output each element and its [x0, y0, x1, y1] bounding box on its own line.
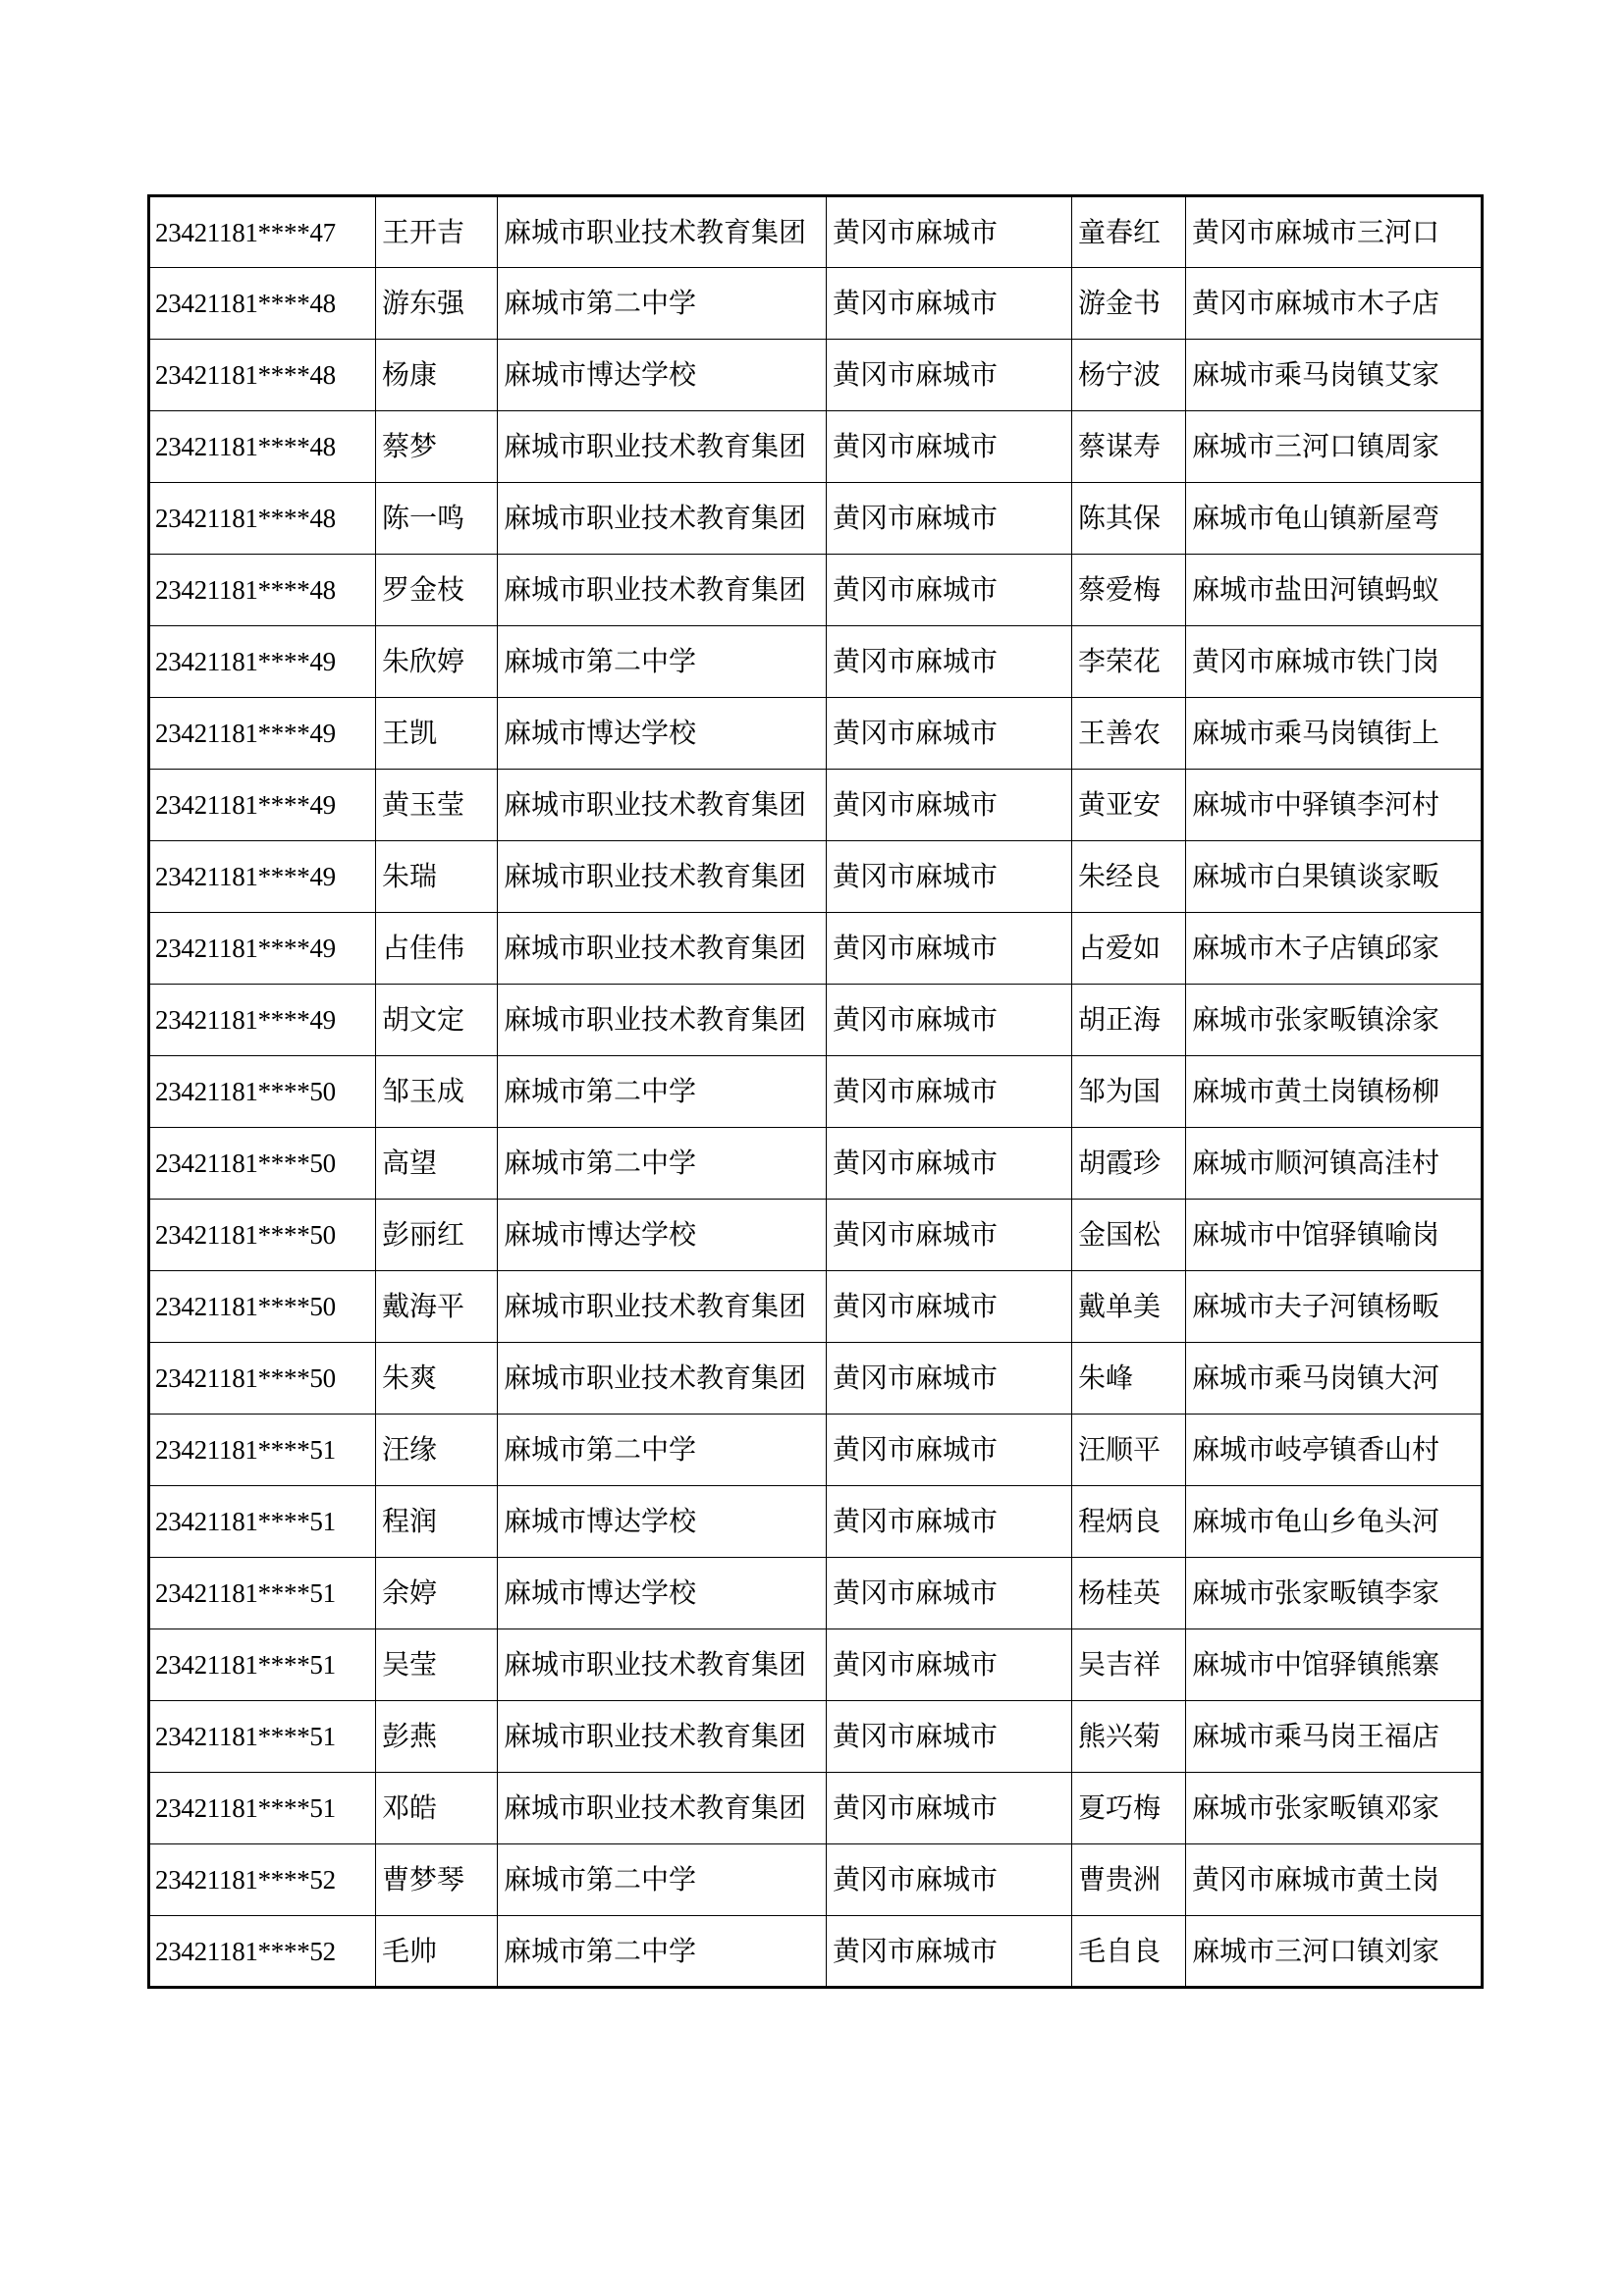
school-cell: 麻城市博达学校 — [498, 698, 827, 770]
school-cell: 麻城市博达学校 — [498, 1558, 827, 1629]
student-id-cell: 23421181****50 — [149, 1200, 376, 1271]
table-row — [149, 1056, 1483, 1128]
school-cell: 麻城市博达学校 — [498, 340, 827, 411]
guardian-name-cell: 毛自良 — [1072, 1916, 1186, 1988]
student-name-cell: 高望 — [376, 1128, 498, 1200]
student-name-cell: 毛帅 — [376, 1916, 498, 1988]
student-name-cell: 彭丽红 — [376, 1200, 498, 1271]
student-id-cell: 23421181****50 — [149, 1056, 376, 1128]
school-cell: 麻城市第二中学 — [498, 1916, 827, 1988]
guardian-name-cell: 戴单美 — [1072, 1271, 1186, 1343]
student-name-cell: 杨康 — [376, 340, 498, 411]
table-row — [149, 1558, 1483, 1629]
guardian-name-cell: 程炳良 — [1072, 1486, 1186, 1558]
table-row — [149, 1629, 1483, 1701]
student-id-cell: 23421181****49 — [149, 913, 376, 985]
school-cell: 麻城市职业技术教育集团 — [498, 1343, 827, 1415]
table-row — [149, 196, 1483, 268]
region-cell: 黄冈市麻城市 — [827, 698, 1072, 770]
guardian-name-cell: 陈其保 — [1072, 483, 1186, 555]
region-cell: 黄冈市麻城市 — [827, 841, 1072, 913]
table-row — [149, 698, 1483, 770]
region-cell: 黄冈市麻城市 — [827, 411, 1072, 483]
region-cell: 黄冈市麻城市 — [827, 1271, 1072, 1343]
school-cell: 麻城市职业技术教育集团 — [498, 985, 827, 1056]
region-cell: 黄冈市麻城市 — [827, 1844, 1072, 1916]
student-id-cell: 23421181****48 — [149, 483, 376, 555]
guardian-name-cell: 吴吉祥 — [1072, 1629, 1186, 1701]
school-cell: 麻城市职业技术教育集团 — [498, 913, 827, 985]
school-cell: 麻城市职业技术教育集团 — [498, 411, 827, 483]
table-row — [149, 1844, 1483, 1916]
region-cell: 黄冈市麻城市 — [827, 1056, 1072, 1128]
table-row — [149, 1701, 1483, 1773]
student-roster-table — [147, 194, 1484, 1989]
student-name-cell: 朱瑞 — [376, 841, 498, 913]
region-cell: 黄冈市麻城市 — [827, 1558, 1072, 1629]
region-cell: 黄冈市麻城市 — [827, 1486, 1072, 1558]
table-row — [149, 268, 1483, 340]
address-cell: 麻城市顺河镇高洼村 — [1186, 1128, 1483, 1200]
student-id-cell: 23421181****51 — [149, 1558, 376, 1629]
address-cell: 麻城市木子店镇邱家 — [1186, 913, 1483, 985]
guardian-name-cell: 胡霞珍 — [1072, 1128, 1186, 1200]
student-name-cell: 程润 — [376, 1486, 498, 1558]
student-name-cell: 余婷 — [376, 1558, 498, 1629]
school-cell: 麻城市第二中学 — [498, 1056, 827, 1128]
school-cell: 麻城市职业技术教育集团 — [498, 841, 827, 913]
region-cell: 黄冈市麻城市 — [827, 1343, 1072, 1415]
student-name-cell: 朱欣婷 — [376, 626, 498, 698]
student-id-cell: 23421181****48 — [149, 555, 376, 626]
region-cell: 黄冈市麻城市 — [827, 1701, 1072, 1773]
student-name-cell: 陈一鸣 — [376, 483, 498, 555]
student-name-cell: 胡文定 — [376, 985, 498, 1056]
guardian-name-cell: 蔡谋寿 — [1072, 411, 1186, 483]
student-name-cell: 邓皓 — [376, 1773, 498, 1844]
region-cell: 黄冈市麻城市 — [827, 196, 1072, 268]
region-cell: 黄冈市麻城市 — [827, 1415, 1072, 1486]
address-cell: 麻城市中驿镇李河村 — [1186, 770, 1483, 841]
table-row — [149, 1271, 1483, 1343]
table-row — [149, 1773, 1483, 1844]
guardian-name-cell: 黄亚安 — [1072, 770, 1186, 841]
student-id-cell: 23421181****48 — [149, 340, 376, 411]
address-cell: 黄冈市麻城市黄土岗 — [1186, 1844, 1483, 1916]
guardian-name-cell: 胡正海 — [1072, 985, 1186, 1056]
table-row — [149, 411, 1483, 483]
student-id-cell: 23421181****51 — [149, 1773, 376, 1844]
school-cell: 麻城市职业技术教育集团 — [498, 1773, 827, 1844]
student-id-cell: 23421181****49 — [149, 698, 376, 770]
student-id-cell: 23421181****49 — [149, 841, 376, 913]
student-name-cell: 汪缘 — [376, 1415, 498, 1486]
address-cell: 麻城市张家畈镇李家 — [1186, 1558, 1483, 1629]
student-name-cell: 彭燕 — [376, 1701, 498, 1773]
school-cell: 麻城市第二中学 — [498, 1128, 827, 1200]
region-cell: 黄冈市麻城市 — [827, 770, 1072, 841]
student-id-cell: 23421181****51 — [149, 1701, 376, 1773]
table-row — [149, 1916, 1483, 1988]
table-row — [149, 626, 1483, 698]
table-row — [149, 841, 1483, 913]
address-cell: 麻城市三河口镇周家 — [1186, 411, 1483, 483]
school-cell: 麻城市第二中学 — [498, 1415, 827, 1486]
guardian-name-cell: 朱经良 — [1072, 841, 1186, 913]
guardian-name-cell: 游金书 — [1072, 268, 1186, 340]
student-id-cell: 23421181****52 — [149, 1844, 376, 1916]
student-id-cell: 23421181****47 — [149, 196, 376, 268]
region-cell: 黄冈市麻城市 — [827, 268, 1072, 340]
guardian-name-cell: 汪顺平 — [1072, 1415, 1186, 1486]
guardian-name-cell: 熊兴菊 — [1072, 1701, 1186, 1773]
school-cell: 麻城市职业技术教育集团 — [498, 196, 827, 268]
table-row — [149, 483, 1483, 555]
student-name-cell: 王开吉 — [376, 196, 498, 268]
address-cell: 麻城市龟山镇新屋弯 — [1186, 483, 1483, 555]
region-cell: 黄冈市麻城市 — [827, 913, 1072, 985]
school-cell: 麻城市第二中学 — [498, 268, 827, 340]
table-row — [149, 555, 1483, 626]
school-cell: 麻城市第二中学 — [498, 1844, 827, 1916]
student-name-cell: 王凯 — [376, 698, 498, 770]
address-cell: 麻城市乘马岗镇街上 — [1186, 698, 1483, 770]
address-cell: 麻城市黄土岗镇杨柳 — [1186, 1056, 1483, 1128]
student-id-cell: 23421181****51 — [149, 1629, 376, 1701]
student-name-cell: 游东强 — [376, 268, 498, 340]
table-row — [149, 1200, 1483, 1271]
address-cell: 麻城市张家畈镇邓家 — [1186, 1773, 1483, 1844]
address-cell: 麻城市夫子河镇杨畈 — [1186, 1271, 1483, 1343]
region-cell: 黄冈市麻城市 — [827, 483, 1072, 555]
school-cell: 麻城市第二中学 — [498, 626, 827, 698]
student-name-cell: 朱爽 — [376, 1343, 498, 1415]
address-cell: 麻城市张家畈镇涂家 — [1186, 985, 1483, 1056]
student-name-cell: 曹梦琴 — [376, 1844, 498, 1916]
guardian-name-cell: 蔡爱梅 — [1072, 555, 1186, 626]
student-name-cell: 罗金枝 — [376, 555, 498, 626]
region-cell: 黄冈市麻城市 — [827, 1629, 1072, 1701]
student-id-cell: 23421181****50 — [149, 1128, 376, 1200]
address-cell: 麻城市白果镇谈家畈 — [1186, 841, 1483, 913]
guardian-name-cell: 王善农 — [1072, 698, 1186, 770]
region-cell: 黄冈市麻城市 — [827, 1128, 1072, 1200]
table-row — [149, 1128, 1483, 1200]
table-row — [149, 985, 1483, 1056]
guardian-name-cell: 金国松 — [1072, 1200, 1186, 1271]
table-row — [149, 913, 1483, 985]
school-cell: 麻城市博达学校 — [498, 1486, 827, 1558]
student-id-cell: 23421181****50 — [149, 1343, 376, 1415]
region-cell: 黄冈市麻城市 — [827, 1200, 1072, 1271]
guardian-name-cell: 曹贵洲 — [1072, 1844, 1186, 1916]
region-cell: 黄冈市麻城市 — [827, 626, 1072, 698]
student-name-cell: 占佳伟 — [376, 913, 498, 985]
student-id-cell: 23421181****49 — [149, 770, 376, 841]
school-cell: 麻城市博达学校 — [498, 1200, 827, 1271]
region-cell: 黄冈市麻城市 — [827, 985, 1072, 1056]
student-id-cell: 23421181****49 — [149, 985, 376, 1056]
address-cell: 麻城市中馆驿镇喻岗 — [1186, 1200, 1483, 1271]
guardian-name-cell: 杨桂英 — [1072, 1558, 1186, 1629]
table-row — [149, 1415, 1483, 1486]
address-cell: 麻城市三河口镇刘家 — [1186, 1916, 1483, 1988]
student-id-cell: 23421181****52 — [149, 1916, 376, 1988]
table-row — [149, 1486, 1483, 1558]
region-cell: 黄冈市麻城市 — [827, 555, 1072, 626]
school-cell: 麻城市职业技术教育集团 — [498, 1701, 827, 1773]
guardian-name-cell: 童春红 — [1072, 196, 1186, 268]
roster-table-body — [149, 196, 1483, 1988]
student-name-cell: 蔡梦 — [376, 411, 498, 483]
student-id-cell: 23421181****48 — [149, 411, 376, 483]
address-cell: 麻城市盐田河镇蚂蚁 — [1186, 555, 1483, 626]
guardian-name-cell: 朱峰 — [1072, 1343, 1186, 1415]
student-name-cell: 吴莹 — [376, 1629, 498, 1701]
address-cell: 麻城市岐亭镇香山村 — [1186, 1415, 1483, 1486]
address-cell: 黄冈市麻城市木子店 — [1186, 268, 1483, 340]
student-id-cell: 23421181****51 — [149, 1415, 376, 1486]
table-row — [149, 770, 1483, 841]
address-cell: 麻城市乘马岗镇艾家 — [1186, 340, 1483, 411]
region-cell: 黄冈市麻城市 — [827, 340, 1072, 411]
school-cell: 麻城市职业技术教育集团 — [498, 555, 827, 626]
table-row — [149, 1343, 1483, 1415]
guardian-name-cell: 邹为国 — [1072, 1056, 1186, 1128]
region-cell: 黄冈市麻城市 — [827, 1916, 1072, 1988]
student-id-cell: 23421181****49 — [149, 626, 376, 698]
school-cell: 麻城市职业技术教育集团 — [498, 1271, 827, 1343]
guardian-name-cell: 占爱如 — [1072, 913, 1186, 985]
school-cell: 麻城市职业技术教育集团 — [498, 770, 827, 841]
address-cell: 麻城市乘马岗镇大河 — [1186, 1343, 1483, 1415]
student-name-cell: 戴海平 — [376, 1271, 498, 1343]
address-cell: 麻城市中馆驿镇熊寨 — [1186, 1629, 1483, 1701]
student-id-cell: 23421181****51 — [149, 1486, 376, 1558]
student-id-cell: 23421181****50 — [149, 1271, 376, 1343]
address-cell: 麻城市乘马岗王福店 — [1186, 1701, 1483, 1773]
guardian-name-cell: 杨宁波 — [1072, 340, 1186, 411]
school-cell: 麻城市职业技术教育集团 — [498, 1629, 827, 1701]
student-id-cell: 23421181****48 — [149, 268, 376, 340]
school-cell: 麻城市职业技术教育集团 — [498, 483, 827, 555]
region-cell: 黄冈市麻城市 — [827, 1773, 1072, 1844]
student-name-cell: 黄玉莹 — [376, 770, 498, 841]
guardian-name-cell: 李荣花 — [1072, 626, 1186, 698]
address-cell: 麻城市龟山乡龟头河 — [1186, 1486, 1483, 1558]
student-name-cell: 邹玉成 — [376, 1056, 498, 1128]
table-row — [149, 340, 1483, 411]
guardian-name-cell: 夏巧梅 — [1072, 1773, 1186, 1844]
address-cell: 黄冈市麻城市三河口 — [1186, 196, 1483, 268]
address-cell: 黄冈市麻城市铁门岗 — [1186, 626, 1483, 698]
